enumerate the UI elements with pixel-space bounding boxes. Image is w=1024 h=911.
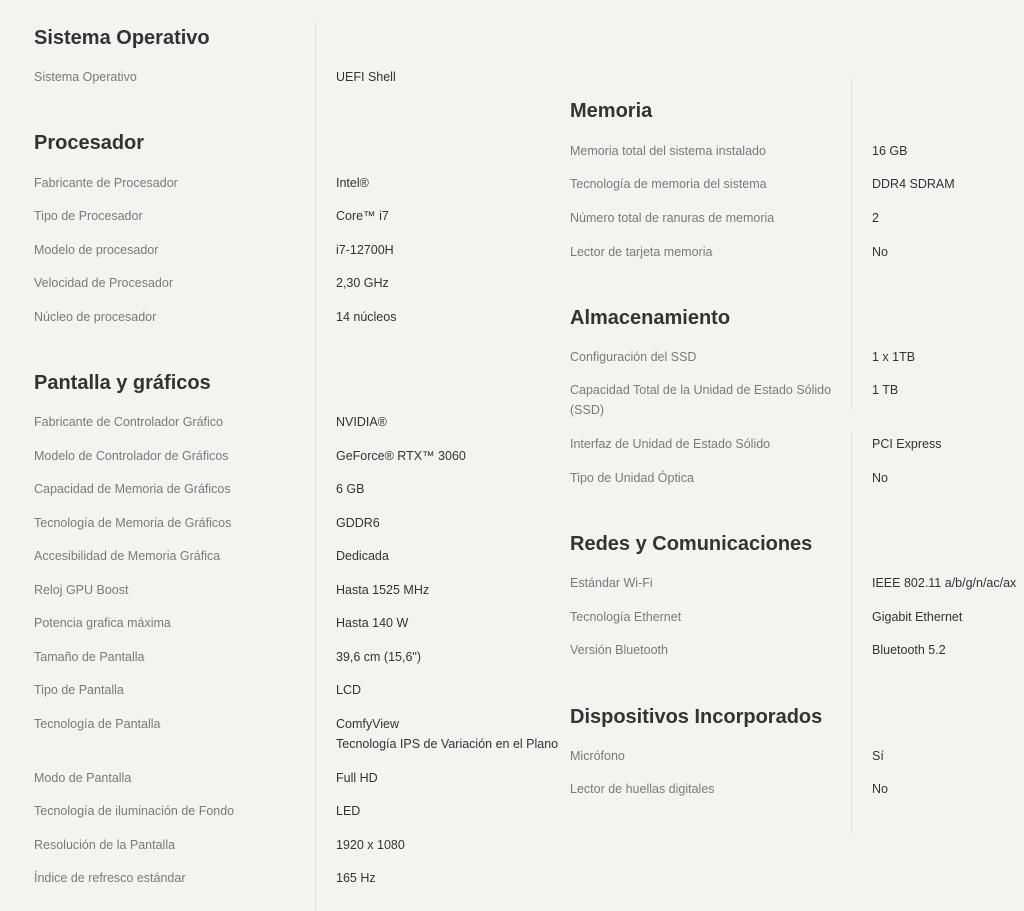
spec-value: No	[872, 245, 888, 259]
spec-value: Bluetooth 5.2	[872, 643, 946, 657]
spec-label: Número total de ranuras de memoria	[570, 211, 775, 225]
spec-value: Full HD	[336, 771, 378, 785]
spec-value: No	[872, 782, 888, 796]
spec-label: Tecnología de iluminación de Fondo	[34, 804, 235, 818]
spec-value: 2	[872, 211, 879, 225]
spec-value: i7-12700H	[336, 243, 394, 257]
section-title: Sistema Operativo	[34, 27, 210, 49]
spec-label: Estándar Wi-Fi	[570, 576, 653, 590]
section-title: Memoria	[570, 100, 653, 122]
spec-value: 1 TB	[872, 383, 899, 397]
spec-value: 1 x 1TB	[872, 350, 916, 364]
right-column-divider-bottom	[851, 432, 852, 834]
spec-value: UEFI Shell	[336, 70, 396, 84]
spec-label: Tecnología de memoria del sistema	[570, 177, 767, 191]
spec-value: Sí	[872, 749, 884, 763]
spec-label: Modelo de Controlador de Gráficos	[34, 449, 229, 463]
spec-value: Hasta 1525 MHz	[336, 583, 430, 597]
right-column-divider-top	[851, 78, 852, 410]
spec-value: Gigabit Ethernet	[872, 610, 963, 624]
spec-label: Tecnología de Memoria de Gráficos	[34, 516, 232, 530]
spec-value: Intel®	[336, 176, 369, 190]
spec-value: 2,30 GHz	[336, 276, 389, 290]
spec-label: Accesibilidad de Memoria Gráfica	[34, 549, 221, 563]
spec-label: Índice de refresco estándar	[34, 871, 186, 885]
spec-label: Tecnología Ethernet	[570, 610, 682, 624]
spec-label: Tamaño de Pantalla	[34, 650, 145, 664]
spec-value: GDDR6	[336, 516, 380, 530]
spec-value: Core™ i7	[336, 209, 389, 223]
spec-label: Fabricante de Controlador Gráfico	[34, 415, 223, 429]
spec-value: NVIDIA®	[336, 415, 387, 429]
spec-label: Modelo de procesador	[34, 243, 159, 257]
spec-value: ComfyView	[336, 717, 399, 731]
spec-label: Reloj GPU Boost	[34, 583, 129, 597]
spec-value: 14 núcleos	[336, 310, 397, 324]
spec-label: Lector de huellas digitales	[570, 782, 715, 796]
spec-value: Hasta 140 W	[336, 616, 409, 630]
spec-label: Capacidad de Memoria de Gráficos	[34, 482, 231, 496]
spec-value-line2: Tecnología IPS de Variación en el Plano	[336, 737, 559, 751]
spec-value: IEEE 802.11 a/b/g/n/ac/ax	[872, 576, 1017, 590]
spec-label: Capacidad Total de la Unidad de Estado Sólido (SSD)	[570, 383, 832, 417]
spec-label: Resolución de la Pantalla	[34, 838, 176, 852]
section-title: Dispositivos Incorporados	[570, 706, 823, 728]
spec-value: Dedicada	[336, 549, 389, 563]
spec-label: Sistema Operativo	[34, 70, 137, 84]
spec-label: Tipo de Procesador	[34, 209, 143, 223]
spec-value: 1920 x 1080	[336, 838, 405, 852]
spec-label: Interfaz de Unidad de Estado Sólido	[570, 437, 771, 451]
spec-label: Modo de Pantalla	[34, 771, 132, 785]
spec-label: Configuración del SSD	[570, 350, 697, 364]
spec-label: Tipo de Pantalla	[34, 683, 124, 697]
left-column-divider	[315, 22, 316, 911]
section-title: Redes y Comunicaciones	[570, 533, 813, 555]
spec-value: No	[872, 471, 888, 485]
spec-value: 6 GB	[336, 482, 365, 496]
spec-label: Memoria total del sistema instalado	[570, 144, 766, 158]
section-title: Pantalla y gráficos	[34, 372, 211, 394]
spec-label: Núcleo de procesador	[34, 310, 157, 324]
spec-value: DDR4 SDRAM	[872, 177, 955, 191]
spec-label: Versión Bluetooth	[570, 643, 668, 657]
spec-label: Lector de tarjeta memoria	[570, 245, 713, 259]
spec-label: Potencia grafica máxima	[34, 616, 171, 630]
section-title: Almacenamiento	[570, 307, 731, 329]
spec-value: 165 Hz	[336, 871, 376, 885]
spec-label: Tecnología de Pantalla	[34, 717, 161, 731]
spec-value: GeForce® RTX™ 3060	[336, 449, 466, 463]
spec-label: Velocidad de Procesador	[34, 276, 173, 290]
spec-label: Tipo de Unidad Óptica	[570, 471, 694, 485]
spec-value: 39,6 cm (15,6")	[336, 650, 422, 664]
spec-value: 16 GB	[872, 144, 908, 158]
spec-value: PCI Express	[872, 437, 942, 451]
spec-label: Fabricante de Procesador	[34, 176, 178, 190]
spec-label: Micrófono	[570, 749, 625, 763]
spec-value: LCD	[336, 683, 362, 697]
spec-value: LED	[336, 804, 361, 818]
section-title: Procesador	[34, 132, 145, 154]
